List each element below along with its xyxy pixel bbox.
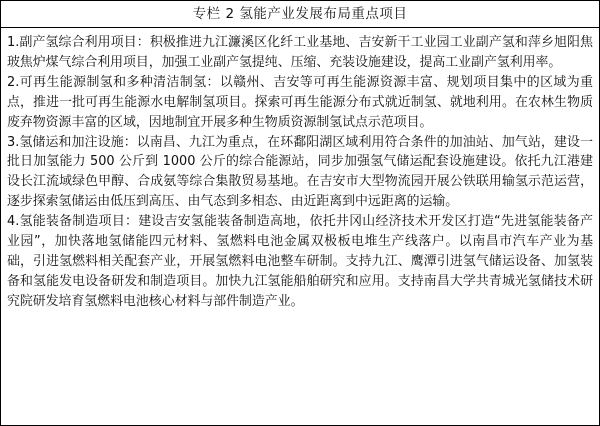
column-content [1,28,599,312]
project-item-3: 3.氢储运和加注设施：以南昌、九江为重点，在环鄱阳湖区域利用符合条件的加油站、加气站，建设一批日加氢能力 500 公斤到 1000 公斤的综合能源站，同步加强氢气储运配套设施建设。依托九江港建设长江流域绿色甲醇、合成氨等综合集散贸易基地。在吉安市大型物流园开展公铁联用输氢示范运营，逐步探索氢储运由低压到高压、由气态到多相态、由近距离到中远距离的运输。 [7,134,593,210]
project-item-1: 1.副产氢综合利用项目：积极推进九江濂溪区化纤工业基地、吉安新干工业园工业副产氢和萍乡旭阳焦玻焦炉煤气综合利用项目，加强工业副产氢提纯、压缩、充装设施建设，提高工业副产氢利用率。 [7,35,593,70]
project-item-4: 4.氢能装备制造项目：建设吉安氢能装备制造高地，依托井冈山经济技术开发区打造“先进氢能装备产业园”，加快落地氢储能四元材料、氢燃料电池金属双极板电堆生产线落户。以南昌市汽车产业为基础，引进氢燃料相关配套产业，开展氢燃料电池整车研制。支持九江、鹰潭引进氢气储运设备、加氢装备和氢能发电设备研发和制造项目。加快九江氢能船舶研究和应用。支持南昌大学共青城光氢储技术研究院研发培育氢燃料电池核心材料与部件制造产业。 [7,214,593,309]
project-item-2: 2.可再生能源制氢和多种清洁制氢：以赣州、吉安等可再生能源资源丰富、规划项目集中的区域为重点，推进一批可再生能源水电解制氢项目。探索可再生能源分布式就近制氢、就地利用。在农林生物质废弃物资源丰富的区域，因地制宜开展多种生物质资源制氢试点示范项目。 [7,74,593,130]
column-title: 专栏 2 氢能产业发展布局重点项目 [1,1,599,28]
